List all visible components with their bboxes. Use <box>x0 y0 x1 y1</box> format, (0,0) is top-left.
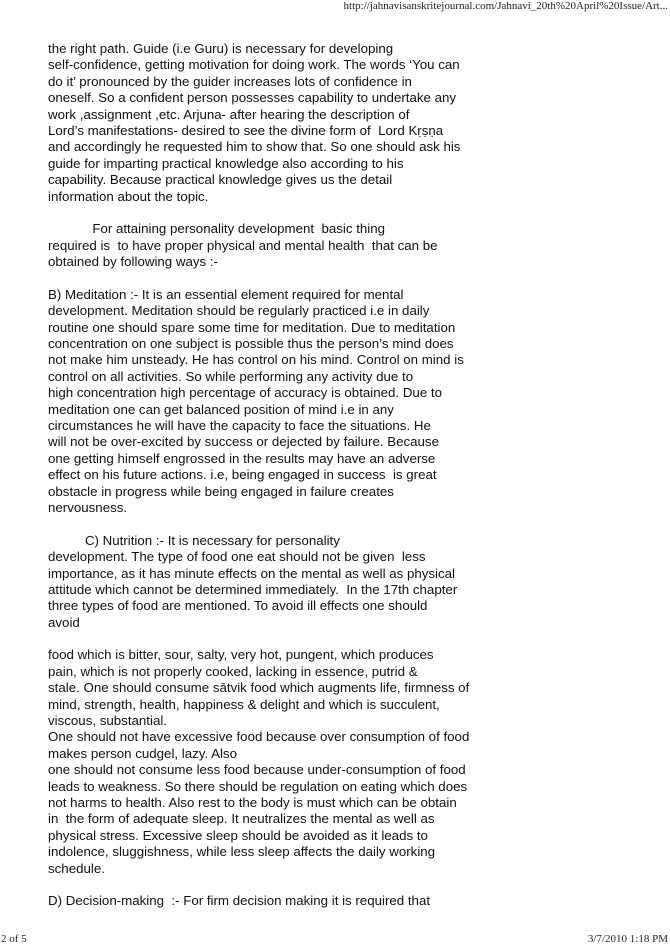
paragraph-gap <box>48 877 648 893</box>
text-line: guide for imparting practical knowledge also according to his <box>48 155 404 171</box>
paragraph-gap <box>48 270 648 286</box>
text-line: information about the topic. <box>48 188 209 204</box>
text-line: work ,assignment ,etc. Arjuna- after hearing the description of <box>48 106 410 122</box>
text-line: development. Meditation should be regularly practiced i.e in daily <box>48 303 430 319</box>
text-line: makes person cudgel, lazy. Also <box>48 745 237 761</box>
text-line: schedule. <box>48 860 105 876</box>
text-line: avoid <box>48 614 80 630</box>
paragraph <box>48 647 648 876</box>
text-line: the right path. Guide (i.e Guru) is necessary for developing <box>48 41 394 56</box>
paragraph <box>48 533 648 631</box>
text-line: mind, strength, health, happiness & delight and which is succulent, <box>48 696 440 712</box>
paragraph <box>48 221 648 270</box>
text-line: not make him unsteady. He has control on his mind. Control on mind is <box>48 352 464 368</box>
text-line: meditation one can get balanced position of mind i.e in any <box>48 401 394 417</box>
header-url: http://jahnavisanskritejournal.com/Jahnavi_20th%20April%20Issue/Art... <box>343 0 668 12</box>
document-body <box>48 41 648 910</box>
text-line: not harms to health. Also rest to the body is must which can be obtain <box>48 794 457 810</box>
page-count: 2 of 5 <box>1 933 27 945</box>
text-line: in the form of adequate sleep. It neutralizes the mental as well as <box>48 811 435 827</box>
text-line: For attaining personality development basic thing <box>48 221 386 237</box>
text-line: and accordingly he requested him to show that. So one should ask his <box>48 139 461 155</box>
text-line: concentration on one subject is possible thus the person’s mind does <box>48 336 454 352</box>
text-line: capability. Because practical knowledge gives us the detail <box>48 172 393 188</box>
text-line: D) Decision-making :- For firm decision making it is required that <box>48 893 431 909</box>
text-line: one getting himself engrossed in the results may have an adverse <box>48 450 436 466</box>
text-line: indolence, sluggishness, while less sleep affects the daily working <box>48 844 436 860</box>
paragraph <box>48 41 648 205</box>
text-line: control on all activities. So while performing any activity due to <box>48 368 414 384</box>
text-line: physical stress. Excessive sleep should be avoided as it leads to <box>48 827 428 843</box>
text-line: development. The type of food one eat should not be given less <box>48 549 426 565</box>
text-line: B) Meditation :- It is an essential element required for mental <box>48 286 404 302</box>
text-line: obtained by following ways :- <box>48 254 218 270</box>
text-line: three types of food are mentioned. To avoid ill effects one should <box>48 598 428 614</box>
text-line: effect on his future actions. i.e, being engaged in success is great <box>48 467 437 483</box>
text-line: required is to have proper physical and mental health that can be <box>48 237 438 253</box>
text-line: Lord’s manifestations- desired to see the divine form of Lord Kṛṣṇa <box>48 122 444 138</box>
text-line: pain, which is not properly cooked, lacking in essence, putrid & <box>48 663 418 679</box>
text-line: leads to weakness. So there should be regulation on eating which does <box>48 778 468 794</box>
text-line: One should not have excessive food because over consumption of food <box>48 729 470 745</box>
text-line: viscous, substantial. <box>48 713 167 729</box>
text-line: circumstances he will have the capacity to face the situations. He <box>48 417 431 433</box>
text-line: will not be over-excited by success or dejected by failure. Because <box>48 434 439 450</box>
text-line: self-confidence, getting motivation for doing work. The words ‘You can <box>48 57 460 73</box>
text-line: routine one should spare some time for meditation. Due to meditation <box>48 319 456 335</box>
paragraph <box>48 893 648 909</box>
text-line: do it’ pronounced by the guider increases lots of confidence in <box>48 73 412 89</box>
print-timestamp: 3/7/2010 1:18 PM <box>587 933 668 945</box>
text-line: nervousness. <box>48 499 128 515</box>
text-line: C) Nutrition :- It is necessary for personality <box>48 532 340 548</box>
text-line: attitude which cannot be determined immediately. In the 17th chapter <box>48 581 458 597</box>
text-line: stale. One should consume sātvik food which augments life, firmness of <box>48 680 470 696</box>
text-line: obstacle in progress while being engaged in failure creates <box>48 483 394 499</box>
text-line: high concentration high percentage of accuracy is obtained. Due to <box>48 385 442 401</box>
text-line: one should not consume less food because under-consumption of food <box>48 762 466 778</box>
paragraph-gap <box>48 516 648 532</box>
text-line: food which is bitter, sour, salty, very hot, pungent, which produces <box>48 647 434 663</box>
text-line: importance, as it has minute effects on the mental as well as physical <box>48 565 455 581</box>
paragraph-gap <box>48 631 648 647</box>
text-line: oneself. So a confident person possesses capability to undertake any <box>48 90 457 106</box>
paragraph-gap <box>48 205 648 221</box>
paragraph <box>48 287 648 516</box>
